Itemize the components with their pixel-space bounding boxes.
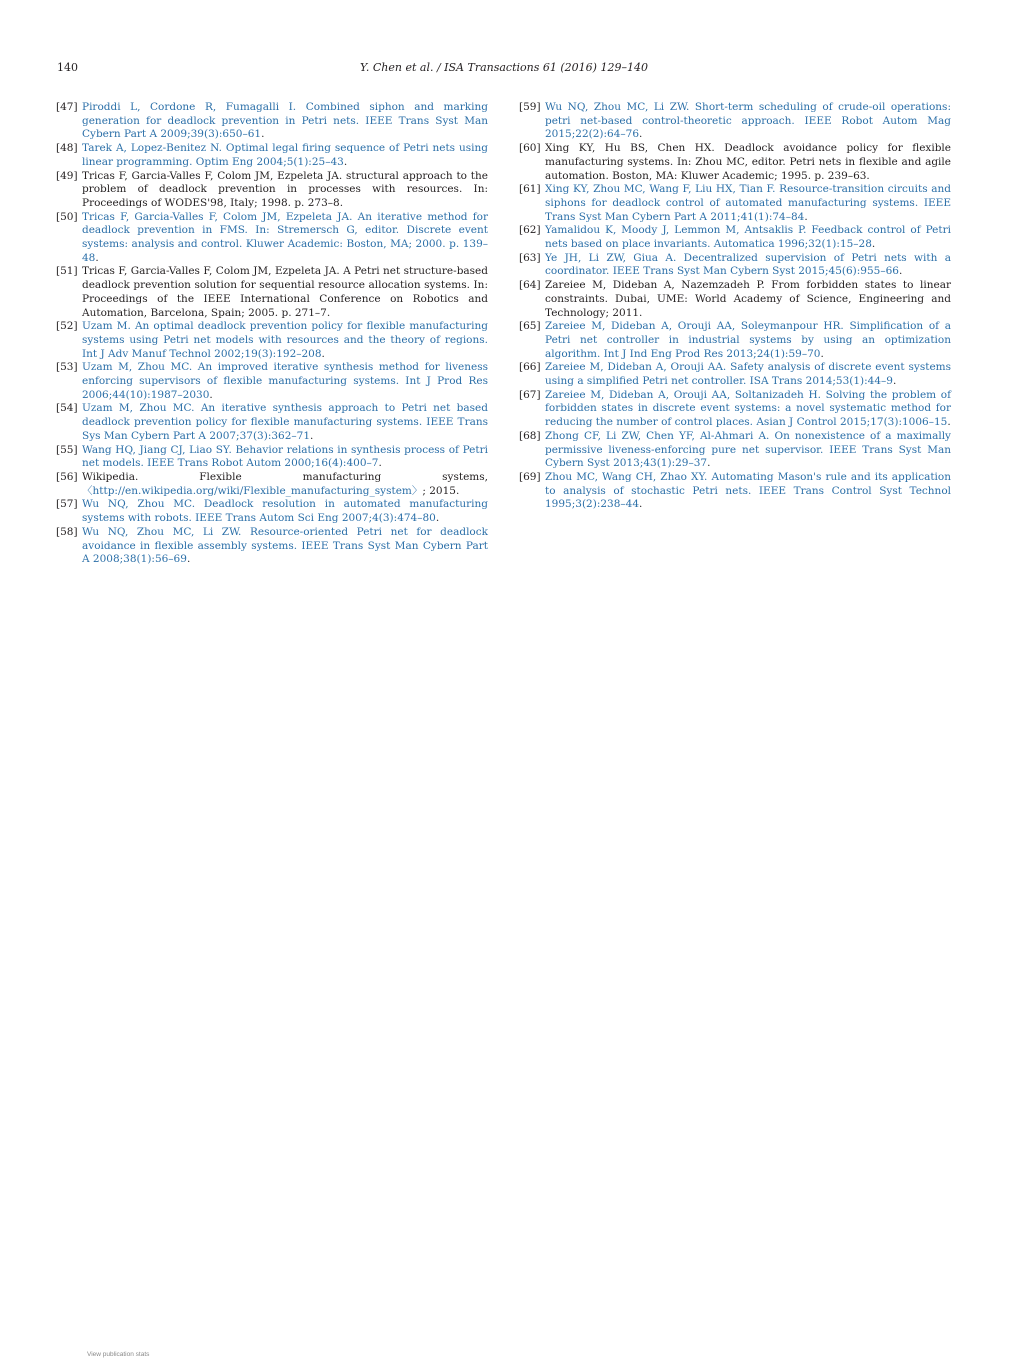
reference-number: [53]: [56, 361, 78, 374]
reference-text[interactable]: Zhong CF, Li ZW, Chen YF, Al-Ahmari A. On nonexistence of a maximally permissive liveness-enforcing pure net supervisor. IEEE Trans Syst Man Cybern Syst 2013;43(1):29–37: [545, 429, 951, 470]
reference-item[interactable]: [519, 389, 951, 430]
reference-number: [56]: [56, 470, 78, 483]
reference-number: [49]: [56, 169, 78, 182]
reference-item[interactable]: [56, 498, 488, 525]
reference-number: [60]: [519, 142, 541, 155]
reference-item[interactable]: [519, 471, 951, 512]
reference-text[interactable]: Yamalidou K, Moody J, Lemmon M, Antsaklis P. Feedback control of Petri nets based on place invariants. Automatica 1996;32(1):15–28: [545, 224, 951, 251]
reference-trailing-punctuation: .: [435, 512, 440, 525]
reference-trailing-punctuation: .: [343, 155, 348, 168]
running-head: Y. Chen et al. / ISA Transactions 61 (2016) 129–140: [360, 61, 648, 74]
reference-item: [519, 142, 951, 183]
reference-number: [64]: [519, 279, 541, 292]
reference-number: [57]: [56, 498, 78, 511]
reference-number: [66]: [519, 361, 541, 374]
reference-text[interactable]: Wu NQ, Zhou MC, Li ZW. Short-term scheduling of crude-oil operations: petri net-based control-theoretic approach. IEEE Robot Autom Mag 2015;22(2):64–76: [545, 101, 951, 141]
reference-trailing-punctuation: .: [310, 429, 314, 442]
reference-text[interactable]: Zareiee M, Dideban A, Orouji AA, Soleymanpour HR. Simplification of a Petri net controller in industrial systems by using an optimization algorithm. Int J Ind Eng Prod Res 2013;24(1):59–70: [545, 320, 951, 360]
reference-item[interactable]: [56, 101, 488, 142]
reference-item[interactable]: [56, 444, 488, 471]
reference-item: [56, 265, 488, 320]
reference-item[interactable]: [519, 430, 951, 471]
reference-trailing-punctuation: .: [95, 251, 99, 264]
references-left-column: [56, 101, 488, 567]
reference-number: [51]: [56, 265, 78, 278]
reference-number: [47]: [56, 101, 78, 113]
reference-text[interactable]: Wu NQ, Zhou MC. Deadlock resolution in automated manufacturing systems with robots. IEEE Trans Autom Sci Eng 2007;4(3):474–80: [82, 498, 488, 525]
reference-trailing-punctuation: .: [820, 347, 824, 360]
reference-number: [52]: [56, 320, 78, 333]
reference-url-link[interactable]: 〈http://en.wikipedia.org/wiki/Flexible_manufacturing_system〉: [82, 484, 423, 497]
reference-number: [69]: [519, 470, 541, 483]
reference-item[interactable]: [519, 252, 951, 279]
reference-text: Zareiee M, Dideban A, Nazemzadeh P. From forbidden states to linear constraints. Dubai, UME: World Academy of Science, Engineering and Technology; 2011.: [545, 279, 951, 319]
reference-number: [67]: [519, 388, 541, 401]
reference-number: [63]: [519, 251, 541, 264]
reference-trailing-punctuation: .: [261, 128, 265, 141]
reference-number: [68]: [519, 429, 541, 442]
reference-text[interactable]: Ye JH, Li ZW, Giua A. Decentralized supervision of Petri nets with a coordinator. IEEE Trans Syst Man Cybern Syst 2015;45(6):955–66: [545, 251, 951, 278]
reference-item[interactable]: [519, 183, 951, 224]
reference-item: [56, 471, 488, 498]
reference-trailing-punctuation: .: [707, 457, 711, 470]
references-right-column: [519, 101, 951, 512]
reference-trailing-punctuation: .: [871, 238, 876, 251]
page-number: 140: [57, 61, 78, 74]
reference-text[interactable]: Tarek A, Lopez-Benitez N. Optimal legal firing sequence of Petri nets using linear programming. Optim Eng 2004;5(1):25–43: [82, 142, 488, 168]
reference-trailing-punctuation: .: [639, 128, 643, 141]
reference-number: [55]: [56, 443, 78, 456]
reference-number: [62]: [519, 224, 541, 237]
reference-item[interactable]: [56, 320, 488, 361]
reference-number: [58]: [56, 525, 78, 538]
reference-item[interactable]: [519, 320, 951, 361]
reference-text[interactable]: Zhou MC, Wang CH, Zhao XY. Automating Mason's rule and its application to analysis of stochastic Petri nets. IEEE Trans Control Syst Technol 1995;3(2):238–44: [545, 470, 951, 511]
reference-item: [56, 170, 488, 211]
reference-text[interactable]: Uzam M, Zhou MC. An iterative synthesis approach to Petri net based deadlock prevention policy for flexible manufacturing systems. IEEE Trans Sys Man Cybern Part A 2007;37(3):362–71: [82, 402, 488, 442]
reference-text[interactable]: Piroddi L, Cordone R, Fumagalli I. Combined siphon and marking generation for deadlock prevention in Petri nets. IEEE Trans Syst Man Cybern Part A 2009;39(3):650–61: [82, 101, 488, 141]
reference-item: [519, 279, 951, 320]
reference-text[interactable]: Zareiee M, Dideban A, Orouji AA, Soltanizadeh H. Solving the problem of forbidden states in discrete event systems: a novel systematic method for reducing the number of control places. Asian J Control 2015;17(3):1006–15: [545, 388, 951, 429]
reference-text[interactable]: Uzam M. An optimal deadlock prevention policy for flexible manufacturing systems using Petri net models with resources and the theory of regions. Int J Adv Manuf Technol 2002;19(3):192–208: [82, 320, 488, 360]
reference-trailing-punctuation: .: [947, 416, 951, 429]
reference-trailing-punctuation: ; 2015.: [422, 484, 460, 497]
reference-number: [50]: [56, 210, 78, 223]
reference-text[interactable]: Wu NQ, Zhou MC, Li ZW. Resource-oriented Petri net for deadlock avoidance in flexible assembly systems. IEEE Trans Syst Man Cybern Part A 2008;38(1):56–69: [82, 525, 488, 566]
reference-trailing-punctuation: .: [378, 457, 382, 470]
reference-text: Tricas F, Garcia-Valles F, Colom JM, Ezpeleta JA. structural approach to the problem of deadlock prevention in processes with resources. In: Proceedings of WODES'98, Italy; 1998. p. 273–8.: [82, 169, 488, 209]
reference-text: Xing KY, Hu BS, Chen HX. Deadlock avoidance policy for flexible manufacturing systems. In: Zhou MC, editor. Petri nets in flexible and agile automation. Boston, MA: Kluwer Academic; 1995. p. 239–63.: [545, 142, 951, 182]
reference-item[interactable]: [56, 526, 488, 567]
reference-item[interactable]: [56, 211, 488, 266]
page-header: [57, 61, 951, 77]
reference-trailing-punctuation: .: [892, 375, 897, 388]
reference-number: [48]: [56, 142, 78, 155]
reference-number: [61]: [519, 183, 541, 196]
reference-item[interactable]: [56, 361, 488, 402]
reference-item[interactable]: [519, 361, 951, 388]
reference-text[interactable]: Xing KY, Zhou MC, Wang F, Liu HX, Tian F. Resource-transition circuits and siphons for deadlock control of automated manufacturing systems. IEEE Trans Syst Man Cybern Part A 2011;41(1):74–84: [545, 183, 951, 223]
reference-trailing-punctuation: .: [804, 210, 808, 223]
reference-text[interactable]: Zareiee M, Dideban A, Orouji AA. Safety analysis of discrete event systems using a simplified Petri net controller. ISA Trans 2014;53(1):44–9: [545, 361, 951, 388]
reference-trailing-punctuation: .: [898, 265, 903, 278]
reference-text[interactable]: Tricas F, Garcia-Valles F, Colom JM, Ezpeleta JA. An iterative method for deadlock prevention in FMS. In: Stremersch G, editor. Discrete event systems: analysis and control. Kluwer Academic: Boston, MA; 2000. p. 139–48: [82, 210, 488, 264]
reference-text: Wikipedia. Flexible manufacturing systems,: [82, 470, 488, 483]
reference-item[interactable]: [519, 224, 951, 251]
reference-item[interactable]: [56, 402, 488, 443]
reference-trailing-punctuation: .: [209, 388, 213, 401]
reference-number: [65]: [519, 320, 541, 333]
reference-trailing-punctuation: .: [186, 553, 191, 566]
reference-text[interactable]: Wang HQ, Jiang CJ, Liao SY. Behavior relations in synthesis process of Petri net models. IEEE Trans Robot Autom 2000;16(4):400–7: [82, 443, 488, 470]
reference-text: Tricas F, Garcia-Valles F, Colom JM, Ezpeleta JA. A Petri net structure-based deadlock prevention solution for sequential resource allocation systems. In: Proceedings of the IEEE International Conference on Robotics and Automation, Barcelona, Spain; 2005. p. 271–7.: [82, 265, 488, 319]
reference-item[interactable]: [56, 142, 488, 169]
reference-text[interactable]: Uzam M, Zhou MC. An improved iterative synthesis method for liveness enforcing supervisors of flexible manufacturing systems. Int J Prod Res 2006;44(10):1987–2030: [82, 361, 488, 401]
reference-number: [54]: [56, 402, 78, 415]
reference-number: [59]: [519, 101, 541, 113]
reference-trailing-punctuation: .: [639, 498, 643, 511]
view-publication-stats-link[interactable]: View publication stats: [87, 1351, 150, 1358]
reference-item[interactable]: [519, 101, 951, 142]
reference-trailing-punctuation: .: [321, 347, 325, 360]
